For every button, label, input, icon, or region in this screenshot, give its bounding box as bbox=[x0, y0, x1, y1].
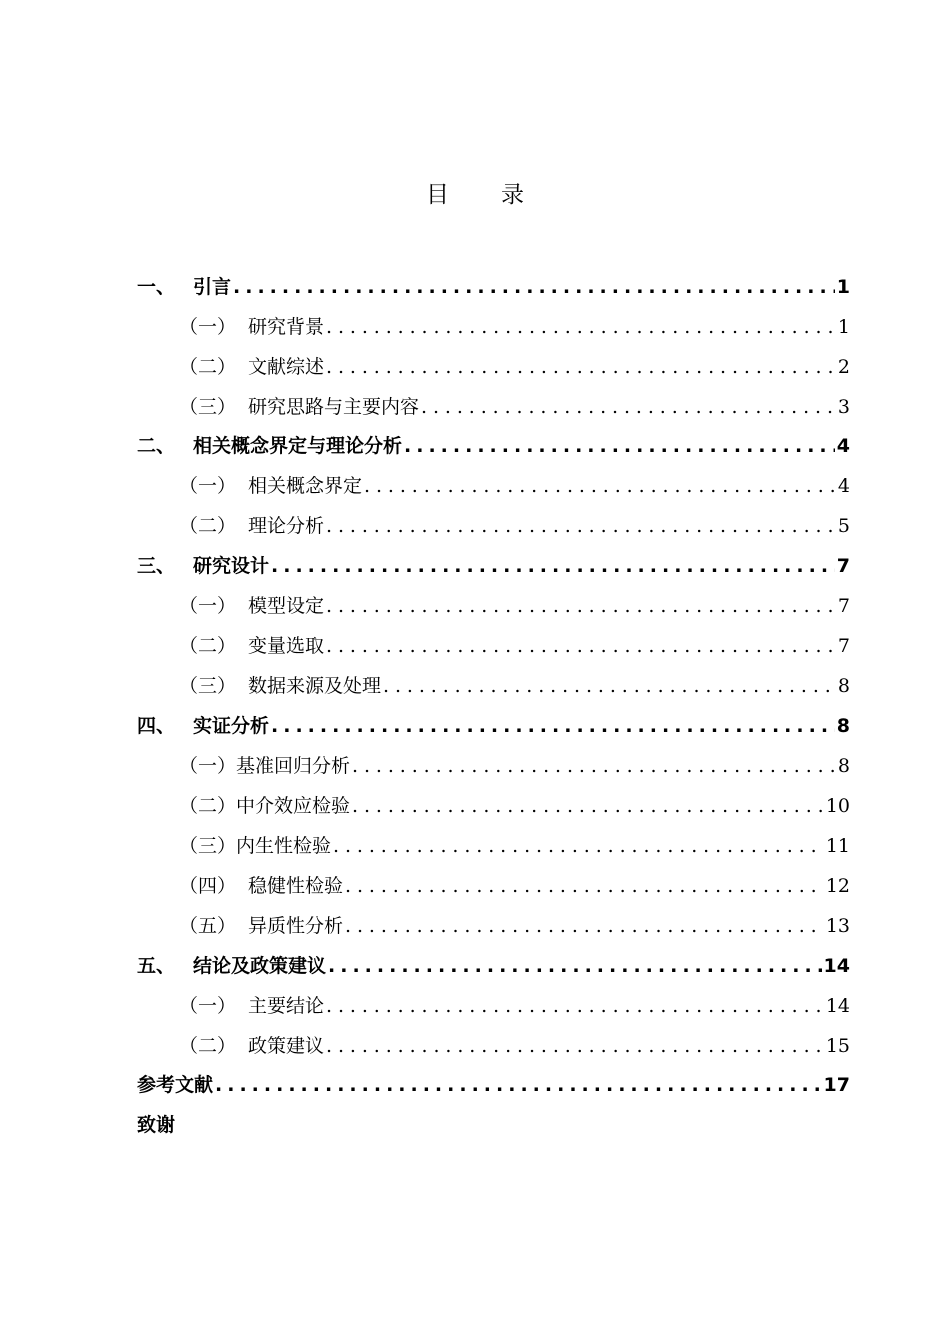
toc-leader-dots bbox=[326, 314, 836, 340]
toc-entry-page: 7 bbox=[836, 555, 850, 577]
toc-leader-dots bbox=[345, 873, 824, 899]
toc-entry-3[interactable] bbox=[137, 553, 850, 579]
toc-entry-page: 7 bbox=[837, 635, 850, 657]
toc-entry-page: 8 bbox=[836, 715, 850, 737]
toc-entry-page: 1 bbox=[837, 316, 850, 338]
toc-entry-label: 研究设计 bbox=[193, 555, 270, 577]
toc-entry-number: （二） bbox=[179, 356, 237, 378]
toc-entry-number: （三） bbox=[179, 396, 237, 418]
toc-entry-4[interactable] bbox=[137, 713, 850, 739]
toc-entry-number: （一） bbox=[179, 595, 237, 617]
toc-entry-label: 内生性检验 bbox=[236, 835, 332, 857]
toc-entry-number: （三） bbox=[179, 835, 237, 857]
toc-entry-2-1[interactable] bbox=[179, 473, 850, 499]
toc-entry-number: 二、 bbox=[137, 435, 176, 457]
toc-entry-label: 实证分析 bbox=[193, 715, 270, 737]
toc-entry-label: 引言 bbox=[193, 276, 232, 298]
toc-entry-label: 变量选取 bbox=[248, 635, 325, 657]
toc-entry-label: 稳健性检验 bbox=[248, 875, 344, 897]
toc-entry-number: （一） bbox=[179, 316, 237, 338]
toc-leader-dots bbox=[352, 793, 824, 819]
toc-entry-page: 13 bbox=[825, 915, 850, 937]
toc-entry-page: 14 bbox=[823, 955, 850, 977]
toc-leader-dots bbox=[421, 394, 836, 420]
toc-title-part1: 目 bbox=[426, 182, 449, 208]
toc-entry-5-1[interactable] bbox=[179, 993, 850, 1019]
toc-entry-number: （二） bbox=[179, 515, 237, 537]
toc-entry-label: 模型设定 bbox=[248, 595, 325, 617]
toc-entry-number: （一） bbox=[179, 755, 237, 777]
toc-entry-references[interactable] bbox=[137, 1072, 850, 1098]
toc-entry-label: 理论分析 bbox=[248, 515, 325, 537]
toc-leader-dots bbox=[271, 553, 835, 579]
toc-entry-3-3[interactable] bbox=[179, 673, 850, 699]
toc-leader-dots bbox=[383, 673, 836, 699]
toc-leader-dots bbox=[333, 833, 824, 859]
toc-entry-number: （三） bbox=[179, 675, 237, 697]
toc-entry-1-3[interactable] bbox=[179, 394, 850, 420]
toc-entry-label: 中介效应检验 bbox=[236, 795, 351, 817]
toc-entry-page: 15 bbox=[825, 1035, 850, 1057]
toc-entry-label: 研究思路与主要内容 bbox=[248, 396, 420, 418]
toc-entry-label: 致谢 bbox=[137, 1114, 176, 1136]
toc-entry-page: 7 bbox=[837, 595, 850, 617]
toc-leader-dots bbox=[215, 1072, 822, 1098]
toc-entry-acknowledgements[interactable] bbox=[137, 1112, 850, 1138]
toc-entry-label: 参考文献 bbox=[137, 1074, 214, 1096]
toc-leader-dots bbox=[326, 993, 824, 1019]
toc-leader-dots bbox=[326, 513, 836, 539]
toc-title-part2: 录 bbox=[501, 182, 524, 208]
toc-entry-number: （二） bbox=[179, 635, 237, 657]
toc-entry-4-2[interactable] bbox=[179, 793, 850, 819]
toc-entry-page: 8 bbox=[837, 675, 850, 697]
toc-entry-2[interactable] bbox=[137, 433, 850, 459]
toc-entry-number: （一） bbox=[179, 995, 237, 1017]
toc-leader-dots bbox=[271, 713, 835, 739]
toc-entry-label: 政策建议 bbox=[248, 1035, 325, 1057]
toc-entry-number: （二） bbox=[179, 795, 237, 817]
toc-entry-page: 4 bbox=[836, 435, 850, 457]
toc-leader-dots bbox=[345, 913, 824, 939]
toc-entry-1[interactable] bbox=[137, 274, 850, 300]
toc-entry-label: 相关概念界定 bbox=[248, 475, 363, 497]
toc-leader-dots bbox=[326, 633, 836, 659]
toc-entry-4-3[interactable] bbox=[179, 833, 850, 859]
toc-entry-number: （一） bbox=[179, 475, 237, 497]
toc-entry-1-1[interactable] bbox=[179, 314, 850, 340]
toc-leader-dots bbox=[404, 433, 835, 459]
toc-entry-label: 相关概念界定与理论分析 bbox=[193, 435, 403, 457]
toc-entry-number: 三、 bbox=[137, 555, 176, 577]
toc-entry-number: （二） bbox=[179, 1035, 237, 1057]
toc-entry-label: 主要结论 bbox=[248, 995, 325, 1017]
toc-entry-label: 文献综述 bbox=[248, 356, 325, 378]
toc-entry-page: 8 bbox=[837, 755, 850, 777]
toc-entry-page: 14 bbox=[825, 995, 850, 1017]
toc-entry-number: （五） bbox=[179, 915, 237, 937]
toc-entry-4-5[interactable] bbox=[179, 913, 850, 939]
toc-entry-page: 4 bbox=[837, 475, 850, 497]
toc-entry-number: （四） bbox=[179, 875, 237, 897]
toc-leader-dots bbox=[328, 953, 822, 979]
toc-leader-dots bbox=[326, 354, 836, 380]
toc-entry-page: 11 bbox=[825, 835, 850, 857]
toc-entry-page: 3 bbox=[837, 396, 850, 418]
toc-entry-label: 结论及政策建议 bbox=[193, 955, 327, 977]
toc-entry-label: 基准回归分析 bbox=[236, 755, 351, 777]
toc-leader-dots bbox=[326, 593, 836, 619]
toc-entry-page: 2 bbox=[837, 356, 850, 378]
toc-entry-1-2[interactable] bbox=[179, 354, 850, 380]
toc-entry-number: 四、 bbox=[137, 715, 176, 737]
toc-entry-5[interactable] bbox=[137, 953, 850, 979]
toc-leader-dots bbox=[326, 1033, 824, 1059]
toc-entry-page: 10 bbox=[825, 795, 850, 817]
toc-leader-dots bbox=[364, 473, 836, 499]
toc-entry-page: 12 bbox=[825, 875, 850, 897]
toc-entry-label: 数据来源及处理 bbox=[248, 675, 382, 697]
toc-leader-dots bbox=[233, 274, 835, 300]
toc-entry-4-4[interactable] bbox=[179, 873, 850, 899]
toc-entry-3-1[interactable] bbox=[179, 593, 850, 619]
toc-title bbox=[0, 176, 950, 209]
toc-entry-page: 17 bbox=[823, 1074, 850, 1096]
toc-entry-5-2[interactable] bbox=[179, 1033, 850, 1059]
toc-entry-number: 五、 bbox=[137, 955, 176, 977]
toc-entry-page: 1 bbox=[836, 276, 850, 298]
toc-leader-dots bbox=[352, 753, 836, 779]
toc-entry-3-2[interactable] bbox=[179, 633, 850, 659]
toc-entry-label: 研究背景 bbox=[248, 316, 325, 338]
toc-entry-label: 异质性分析 bbox=[248, 915, 344, 937]
toc-entry-page: 5 bbox=[837, 515, 850, 537]
toc-entry-2-2[interactable] bbox=[179, 513, 850, 539]
toc-entry-number: 一、 bbox=[137, 276, 176, 298]
toc-entry-4-1[interactable] bbox=[179, 753, 850, 779]
